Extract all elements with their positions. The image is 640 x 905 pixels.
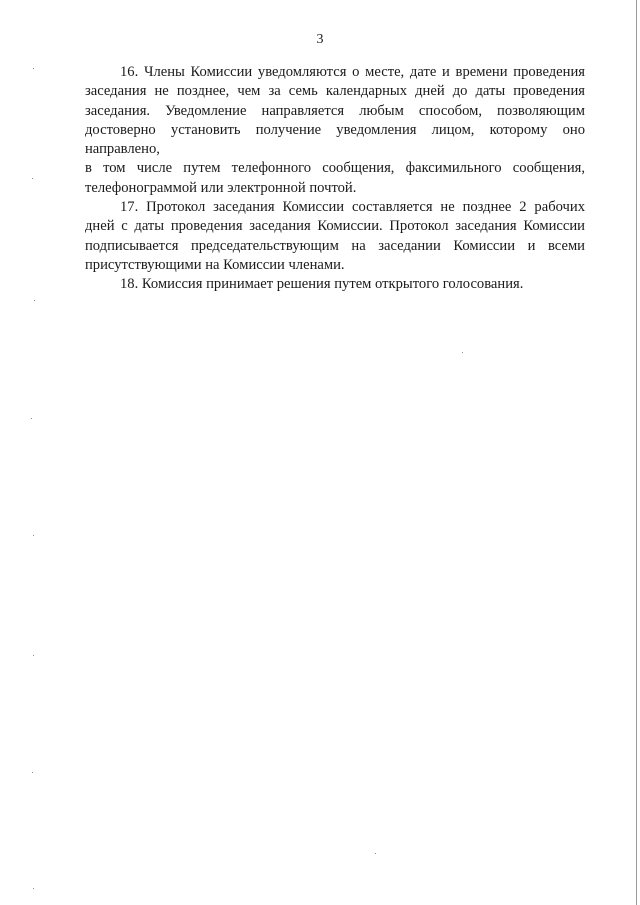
page-number: 3 — [316, 32, 324, 47]
scan-speck — [34, 300, 35, 301]
scan-speck — [375, 853, 376, 854]
scan-speck — [33, 888, 34, 889]
paragraph-line: дней с даты проведения заседания Комиссии. Протокол заседания Комиссии — [85, 218, 585, 235]
paragraph-17 — [85, 198, 585, 275]
paragraph-line: 16. Члены Комиссии уведомляются о месте, дате и времени проведения — [120, 64, 585, 80]
scan-edge — [636, 0, 637, 905]
scan-speck — [33, 655, 34, 656]
paragraph-line: 18. Комиссия принимает решения путем открытого голосования. — [120, 276, 524, 293]
paragraph-line: заседания не позднее, чем за семь календарных дней до даты проведения — [85, 83, 585, 100]
scan-speck — [31, 418, 32, 419]
paragraph-16 — [85, 63, 585, 198]
paragraph-line: присутствующими на Комиссии членами. — [85, 256, 345, 273]
paragraph-line: телефонограммой или электронной почтой. — [85, 179, 357, 196]
scan-speck — [33, 68, 34, 69]
paragraph-line: подписывается председательствующим на заседании Комиссии и всеми — [85, 237, 585, 254]
scan-speck — [32, 772, 33, 773]
paragraph-line: 17. Протокол заседания Комиссии составляется не позднее 2 рабочих — [120, 199, 585, 216]
scan-speck — [32, 178, 33, 179]
document-body — [85, 63, 585, 295]
scan-speck — [33, 535, 34, 536]
paragraph-line: достоверно установить получение уведомления лицом, которому оно направлено, — [85, 121, 585, 158]
scan-speck — [462, 352, 463, 353]
paragraph-line: заседания. Уведомление направляется любым способом, позволяющим — [85, 102, 585, 119]
paragraph-line: в том числе путем телефонного сообщения, факсимильного сообщения, — [85, 160, 585, 177]
paragraph-18 — [85, 275, 585, 294]
